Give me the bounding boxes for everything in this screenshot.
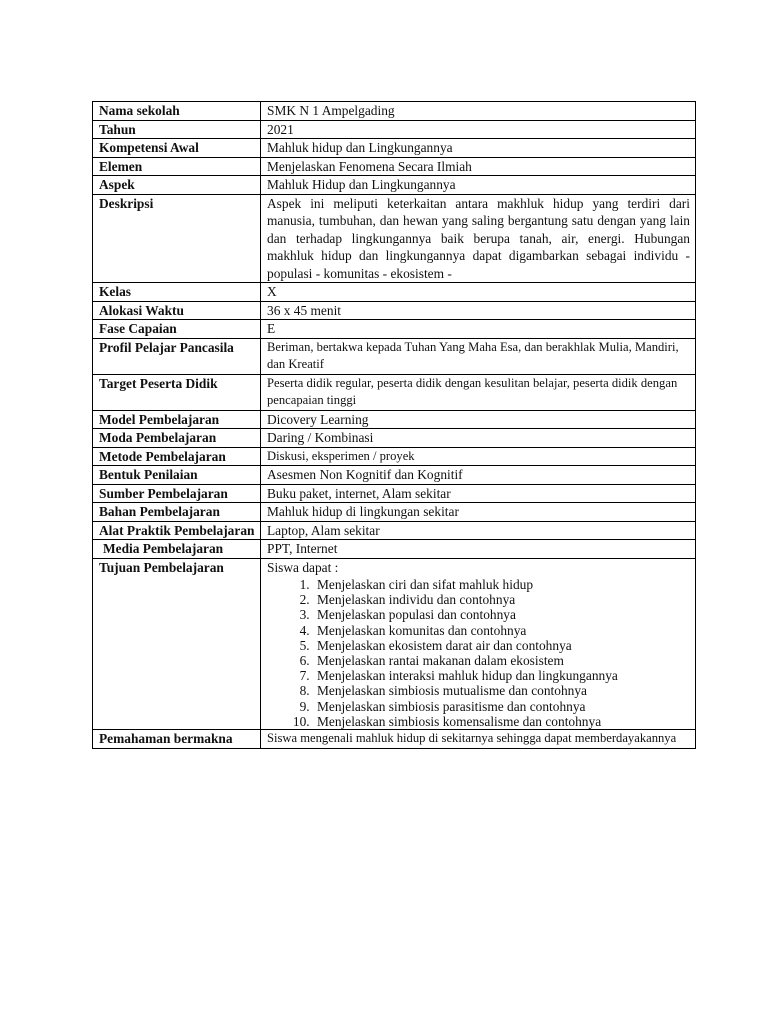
row-value: 2021 [261,120,696,139]
row-value: Mahluk hidup dan Lingkungannya [261,139,696,158]
table-row [93,102,696,121]
row-label: Bahan Pembelajaran [93,503,261,522]
row-value: Peserta didik regular, peserta didik dengan kesulitan belajar, peserta didik dengan pencapaian tinggi [261,374,696,410]
row-label: Elemen [93,157,261,176]
list-item: 5. Menjelaskan ekosistem darat air dan contohnya [313,638,690,653]
row-label: Pemahaman bermakna [93,730,261,749]
table-row [93,139,696,158]
row-value: Aspek ini meliputi keterkaitan antara makhluk hidup yang terdiri dari manusia, tumbuhan, dan hewan yang saling bergantung satu dengan yang lain dan terhadap lingkungannya baik berupa tanah, air, energi. Hubungan makhluk hidup dan lingkungannya dapat digambarkan sebagai individu - populasi - komunitas - ekosistem - [261,194,696,283]
list-item: 2. Menjelaskan individu dan contohnya [313,592,690,607]
row-label: Deskripsi [93,194,261,283]
table-row-pemahaman [93,730,696,749]
row-label: Target Peserta Didik [93,374,261,410]
list-item: 4. Menjelaskan komunitas dan contohnya [313,623,690,638]
table-row [93,338,696,374]
row-label: Bentuk Penilaian [93,466,261,485]
list-item: 8. Menjelaskan simbiosis mutualisme dan contohnya [313,683,690,698]
table-row [93,157,696,176]
row-value: Laptop, Alam sekitar [261,521,696,540]
row-value: Beriman, bertakwa kepada Tuhan Yang Maha Esa, dan berakhlak Mulia, Mandiri, dan Kreatif [261,338,696,374]
list-item: 9. Menjelaskan simbiosis parasitisme dan contohnya [313,699,690,714]
table-row [93,484,696,503]
table-row [93,176,696,195]
row-label: Profil Pelajar Pancasila [93,338,261,374]
table-row [93,540,696,559]
row-value: Siswa mengenali mahluk hidup di sekitarnya sehingga dapat memberdayakannya [261,730,696,749]
row-label: Moda Pembelajaran [93,429,261,448]
row-value: SMK N 1 Ampelgading [261,102,696,121]
row-value: Mahluk hidup di lingkungan sekitar [261,503,696,522]
row-value: Mahluk Hidup dan Lingkungannya [261,176,696,195]
table-row [93,194,696,283]
table-row [93,410,696,429]
row-value: 36 x 45 menit [261,301,696,320]
row-value: Dicovery Learning [261,410,696,429]
list-item: 1. Menjelaskan ciri dan sifat mahluk hidup [313,577,690,592]
row-label: Nama sekolah [93,102,261,121]
list-item: 3. Menjelaskan populasi dan contohnya [313,607,690,622]
row-label: Tahun [93,120,261,139]
list-item: 10. Menjelaskan simbiosis komensalisme dan contohnya [313,714,690,729]
table-row [93,466,696,485]
table-row-tujuan [93,558,696,730]
document-page [92,101,695,749]
row-value: Daring / Kombinasi [261,429,696,448]
row-value: Menjelaskan Fenomena Secara Ilmiah [261,157,696,176]
table-row [93,503,696,522]
table-row [93,120,696,139]
table-row [93,521,696,540]
list-item: 7. Menjelaskan interaksi mahluk hidup dan lingkungannya [313,668,690,683]
tujuan-intro: Siswa dapat : [267,559,339,575]
lesson-plan-table [92,101,696,749]
row-label: Metode Pembelajaran [93,447,261,466]
row-label: Model Pembelajaran [93,410,261,429]
row-label: Aspek [93,176,261,195]
row-value: Diskusi, eksperimen / proyek [261,447,696,466]
table-row [93,320,696,339]
row-label: Alokasi Waktu [93,301,261,320]
table-row [93,283,696,302]
row-value: X [261,283,696,302]
list-item: 6. Menjelaskan rantai makanan dalam ekosistem [313,653,690,668]
table-row [93,447,696,466]
row-label: Kompetensi Awal [93,139,261,158]
row-label: Media Pembelajaran [93,540,261,559]
table-row [93,301,696,320]
row-value: PPT, Internet [261,540,696,559]
table-row [93,374,696,410]
row-label: Fase Capaian [93,320,261,339]
tujuan-list [267,577,690,729]
row-label: Sumber Pembelajaran [93,484,261,503]
row-value [261,558,696,730]
row-label: Tujuan Pembelajaran [93,558,261,730]
row-label: Alat Praktik Pembelajaran [93,521,261,540]
row-value: E [261,320,696,339]
row-value: Asesmen Non Kognitif dan Kognitif [261,466,696,485]
row-value: Buku paket, internet, Alam sekitar [261,484,696,503]
table-row [93,429,696,448]
row-label: Kelas [93,283,261,302]
